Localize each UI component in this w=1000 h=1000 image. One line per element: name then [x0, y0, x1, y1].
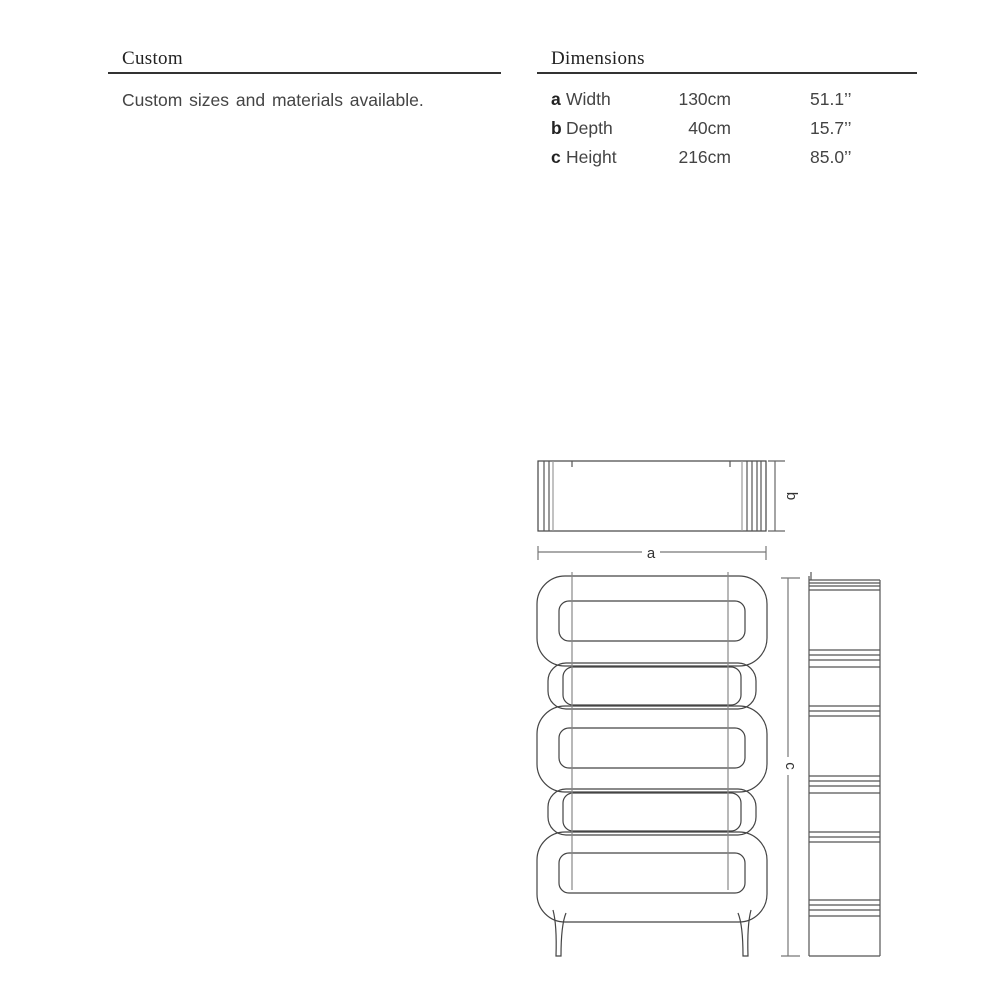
side-view	[809, 572, 880, 956]
front-view	[537, 572, 767, 956]
custom-description: Custom sizes and materials available.	[122, 90, 424, 110]
dimension-name: Depth	[566, 118, 613, 138]
dimension-cm: 216cm	[678, 147, 731, 167]
dimension-cm: 40cm	[688, 118, 731, 138]
dimension-label-b: b	[783, 491, 800, 501]
dimension-letter: c	[551, 147, 561, 167]
dimension-inches: 15.7’’	[810, 118, 852, 138]
dimensions-heading: Dimensions	[537, 48, 917, 74]
dimension-letter: b	[551, 118, 562, 138]
dimension-inches: 85.0’’	[810, 147, 852, 167]
custom-heading: Custom	[108, 48, 501, 74]
dimension-label-c: c	[782, 762, 799, 770]
dimension-letter: a	[551, 89, 561, 109]
dimension-name: Height	[566, 147, 617, 167]
dimension-name: Width	[566, 89, 611, 109]
dimension-inches: 51.1’’	[810, 89, 852, 109]
dimension-cm: 130cm	[678, 89, 731, 109]
dimension-label-a: a	[646, 545, 656, 562]
top-view	[538, 461, 785, 531]
